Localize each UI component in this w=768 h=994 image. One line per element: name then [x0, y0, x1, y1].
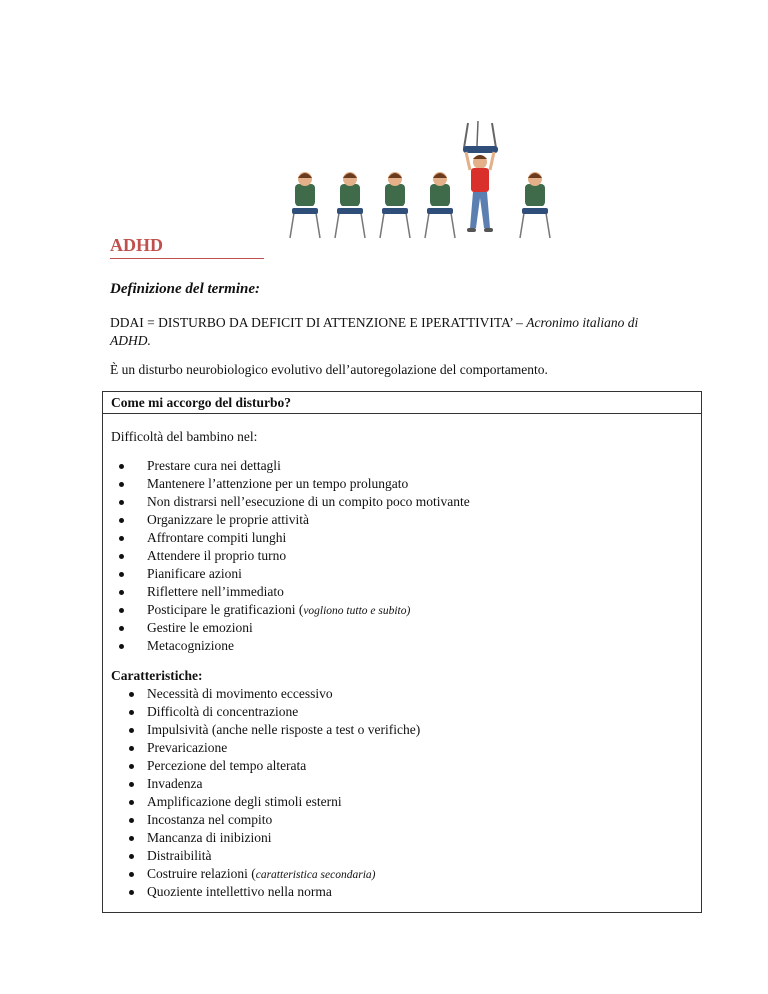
list-item-text: Prestare cura nei dettagli	[147, 458, 281, 473]
bullet-icon	[129, 854, 134, 859]
seated-child-icon	[380, 172, 410, 238]
list-item-text: Posticipare le gratificazioni (	[147, 602, 304, 617]
list-item	[147, 565, 470, 583]
box-intro: Difficoltà del bambino nel:	[111, 429, 258, 444]
bullet-icon	[119, 608, 124, 613]
bullet-icon	[129, 782, 134, 787]
box-title: Come mi accorgo del disturbo?	[111, 395, 291, 410]
difficulties-list	[147, 457, 470, 655]
bullet-icon	[119, 644, 124, 649]
list-item-text: Necessità di movimento eccessivo	[147, 686, 333, 701]
list-item-text: Impulsività (anche nelle risposte a test o verifiche)	[147, 722, 421, 737]
document-heading: ADHD	[110, 232, 264, 259]
list-item	[147, 547, 470, 565]
characteristics-list	[147, 685, 420, 901]
list-item	[147, 847, 420, 865]
list-item	[147, 529, 470, 547]
list-item-text: Prevaricazione	[147, 740, 228, 755]
list-item	[147, 811, 420, 829]
list-item	[147, 775, 420, 793]
bullet-icon	[129, 800, 134, 805]
list-item-text: Percezione del tempo alterata	[147, 758, 307, 773]
list-item-note: vogliono tutto e subito)	[303, 605, 411, 617]
definition-text: DDAI = DISTURBO DA DEFICIT DI ATTENZIONE E IPERATTIVITA’ –	[110, 315, 523, 330]
list-item-text: Distraibilità	[147, 848, 212, 863]
list-item	[147, 703, 420, 721]
list-item	[147, 793, 420, 811]
list-item	[147, 583, 470, 601]
children-chairs-illustration	[280, 118, 570, 248]
description-paragraph: È un disturbo neurobiologico evolutivo dell’autoregolazione del comportamento.	[110, 362, 548, 377]
list-item	[147, 757, 420, 775]
bullet-icon	[129, 746, 134, 751]
standing-child-icon	[463, 121, 498, 232]
list-item-text: Quoziente intellettivo nella norma	[147, 884, 332, 899]
list-item-text: Metacognizione	[147, 638, 234, 653]
bullet-icon	[119, 590, 124, 595]
list-item	[147, 883, 420, 901]
list-item	[147, 511, 470, 529]
bullet-icon	[119, 518, 124, 523]
list-item-text: Difficoltà di concentrazione	[147, 704, 299, 719]
list-item	[147, 493, 470, 511]
bullet-icon	[129, 872, 134, 877]
list-item	[147, 475, 470, 493]
list-item-text: Non distrarsi nell’esecuzione di un compito poco motivante	[147, 494, 470, 509]
list-item-text: Affrontare compiti lunghi	[147, 530, 287, 545]
bullet-icon	[129, 890, 134, 895]
list-item-text: Pianificare azioni	[147, 566, 242, 581]
symptoms-box	[102, 391, 702, 913]
list-item	[147, 601, 470, 619]
seated-child-icon	[290, 172, 320, 238]
bullet-icon	[129, 764, 134, 769]
definition-note: Acronimo italiano di ADHD.	[110, 315, 639, 348]
list-item-text: Invadenza	[147, 776, 203, 791]
characteristics-title: Caratteristiche:	[111, 668, 203, 683]
bullet-icon	[119, 464, 124, 469]
bullet-icon	[129, 836, 134, 841]
bullet-icon	[129, 818, 134, 823]
box-divider	[103, 413, 701, 414]
list-item-text: Mantenere l’attenzione per un tempo prolungato	[147, 476, 409, 491]
seated-child-icon	[335, 172, 365, 238]
list-item-text: Riflettere nell’immediato	[147, 584, 284, 599]
bullet-icon	[129, 710, 134, 715]
bullet-icon	[129, 728, 134, 733]
list-item	[147, 829, 420, 847]
seated-child-icon	[520, 172, 550, 238]
list-item	[147, 739, 420, 757]
list-item	[147, 637, 470, 655]
bullet-icon	[129, 692, 134, 697]
bullet-icon	[119, 482, 124, 487]
list-item-text: Attendere il proprio turno	[147, 548, 287, 563]
list-item-text: Costruire relazioni (	[147, 866, 256, 881]
list-item-text: Gestire le emozioni	[147, 620, 253, 635]
list-item-text: Incostanza nel compito	[147, 812, 273, 827]
bullet-icon	[119, 536, 124, 541]
bullet-icon	[119, 572, 124, 577]
list-item-text: Amplificazione degli stimoli esterni	[147, 794, 342, 809]
definition-paragraph	[110, 314, 670, 350]
list-item	[147, 619, 470, 637]
bullet-icon	[119, 500, 124, 505]
definition-subheading: Definizione del termine:	[110, 281, 260, 297]
list-item-text: Organizzare le proprie attività	[147, 512, 310, 527]
bullet-icon	[119, 626, 124, 631]
bullet-icon	[119, 554, 124, 559]
list-item	[147, 865, 420, 883]
list-item	[147, 685, 420, 703]
list-item-text: Mancanza di inibizioni	[147, 830, 272, 845]
list-item	[147, 457, 470, 475]
list-item	[147, 721, 420, 739]
list-item-note: caratteristica secondaria)	[255, 869, 376, 881]
seated-child-icon	[425, 172, 455, 238]
